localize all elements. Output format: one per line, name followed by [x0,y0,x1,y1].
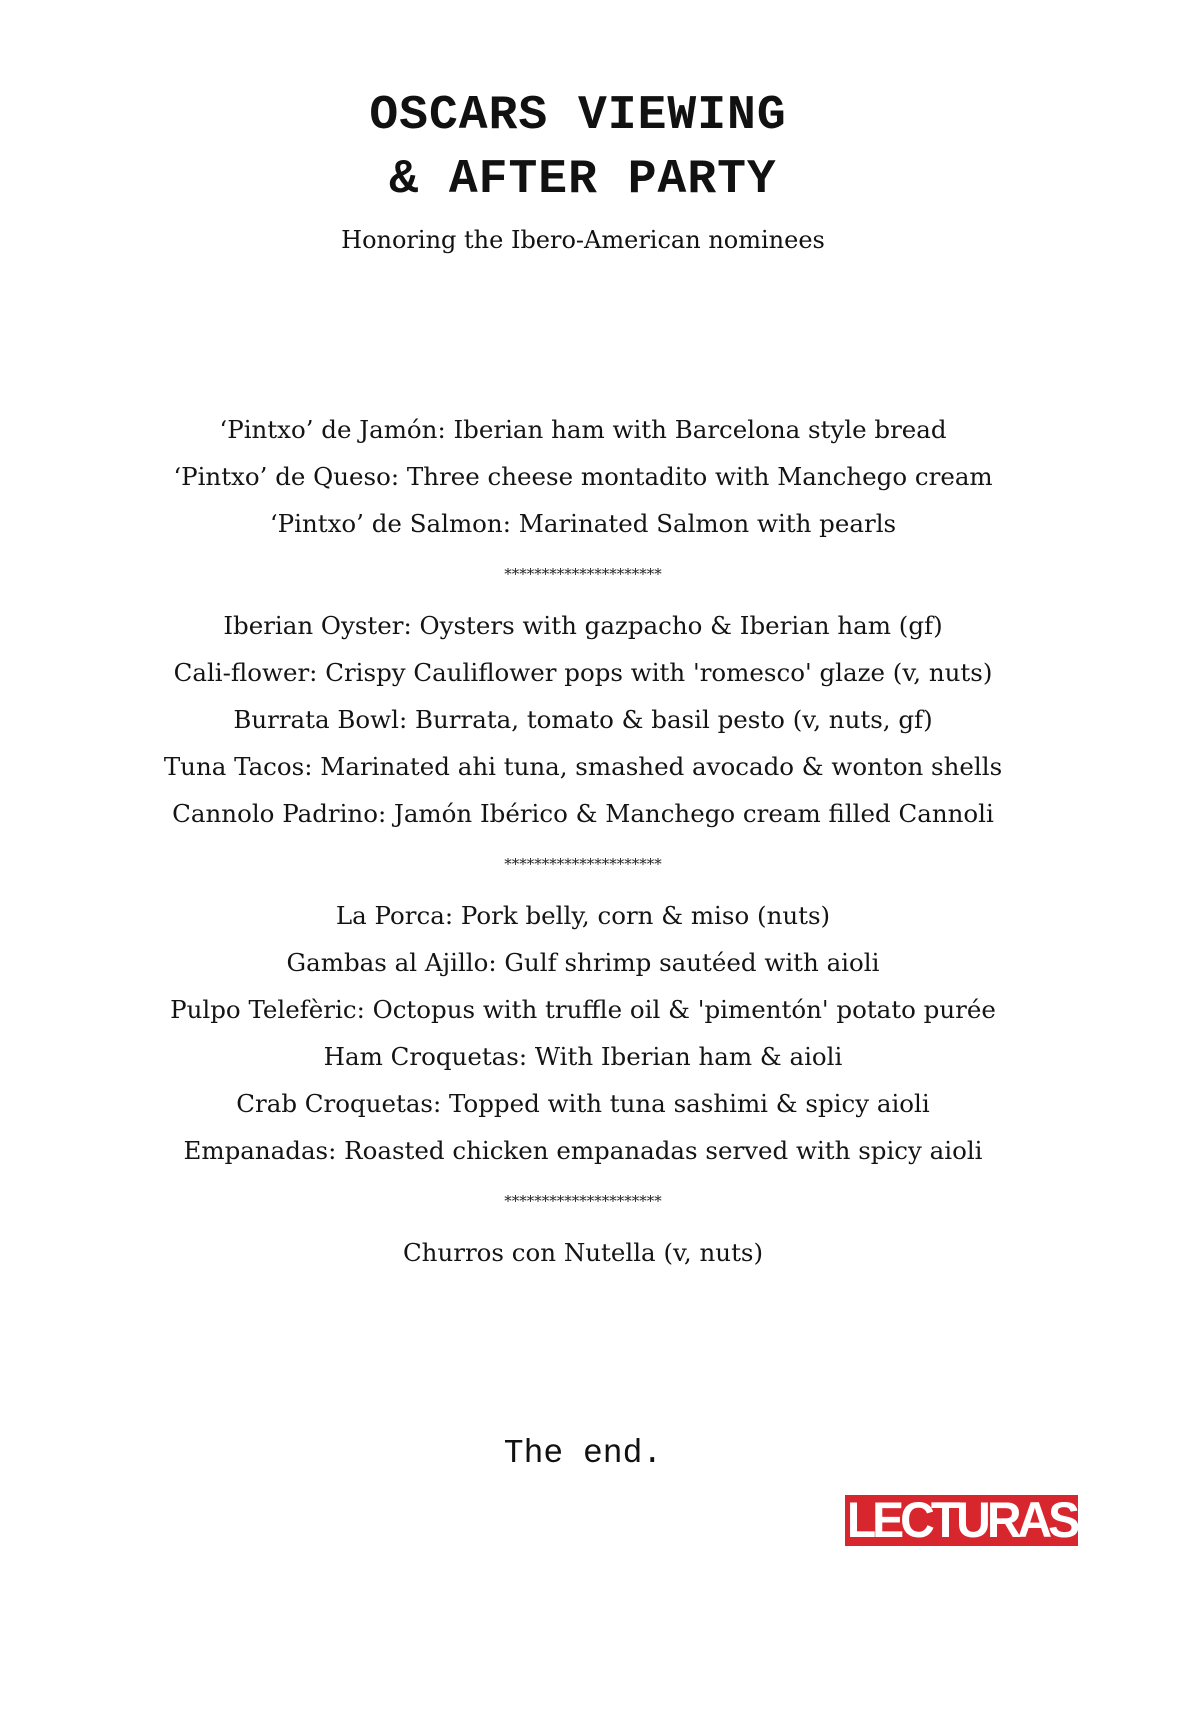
section-divider: ********************* [504,855,662,873]
menu-item: Iberian Oyster: Oysters with gazpacho & Iberian ham (gf) [223,611,943,640]
title-line-2: & AFTER PARTY [389,153,777,207]
closing-text: The end. [503,1435,663,1472]
lecturas-logo [845,1495,1078,1546]
menu-item: Gambas al Ajillo: Gulf shrimp sautéed with aioli [286,948,880,977]
menu-item: Burrata Bowl: Burrata, tomato & basil pesto (v, nuts, gf) [233,705,933,734]
section-divider: ********************* [504,1192,662,1210]
menu-item: Tuna Tacos: Marinated ahi tuna, smashed avocado & wonton shells [163,752,1003,781]
menu-item: Churros con Nutella (v, nuts) [402,1238,764,1267]
menu-item: Crab Croquetas: Topped with tuna sashimi & spicy aioli [236,1089,930,1118]
menu-item: ‘Pintxo’ de Queso: Three cheese montadito with Manchego cream [173,462,993,491]
menu-item: Ham Croquetas: With Iberian ham & aioli [323,1042,843,1071]
logo-text: LECTURAS [846,1495,1077,1546]
menu-item: Pulpo Telefèric: Octopus with truffle oil & 'pimentón' potato purée [170,995,996,1024]
menu-item: Cannolo Padrino: Jamón Ibérico & Manchego cream filled Cannoli [172,799,994,828]
subtitle: Honoring the Ibero-American nominees [341,226,825,254]
section-divider: ********************* [504,565,662,583]
menu-item: Cali-flower: Crispy Cauliflower pops with 'romesco' glaze (v, nuts) [173,658,993,687]
menu-item: Empanadas: Roasted chicken empanadas served with spicy aioli [183,1136,983,1165]
menu-item: ‘Pintxo’ de Jamón: Iberian ham with Barcelona style bread [219,415,947,444]
title-line-1: OSCARS VIEWING [369,89,787,143]
menu-item: La Porca: Pork belly, corn & miso (nuts) [335,901,831,930]
menu [0,406,1200,1276]
menu-item: ‘Pintxo’ de Salmon: Marinated Salmon with pearls [269,509,897,538]
